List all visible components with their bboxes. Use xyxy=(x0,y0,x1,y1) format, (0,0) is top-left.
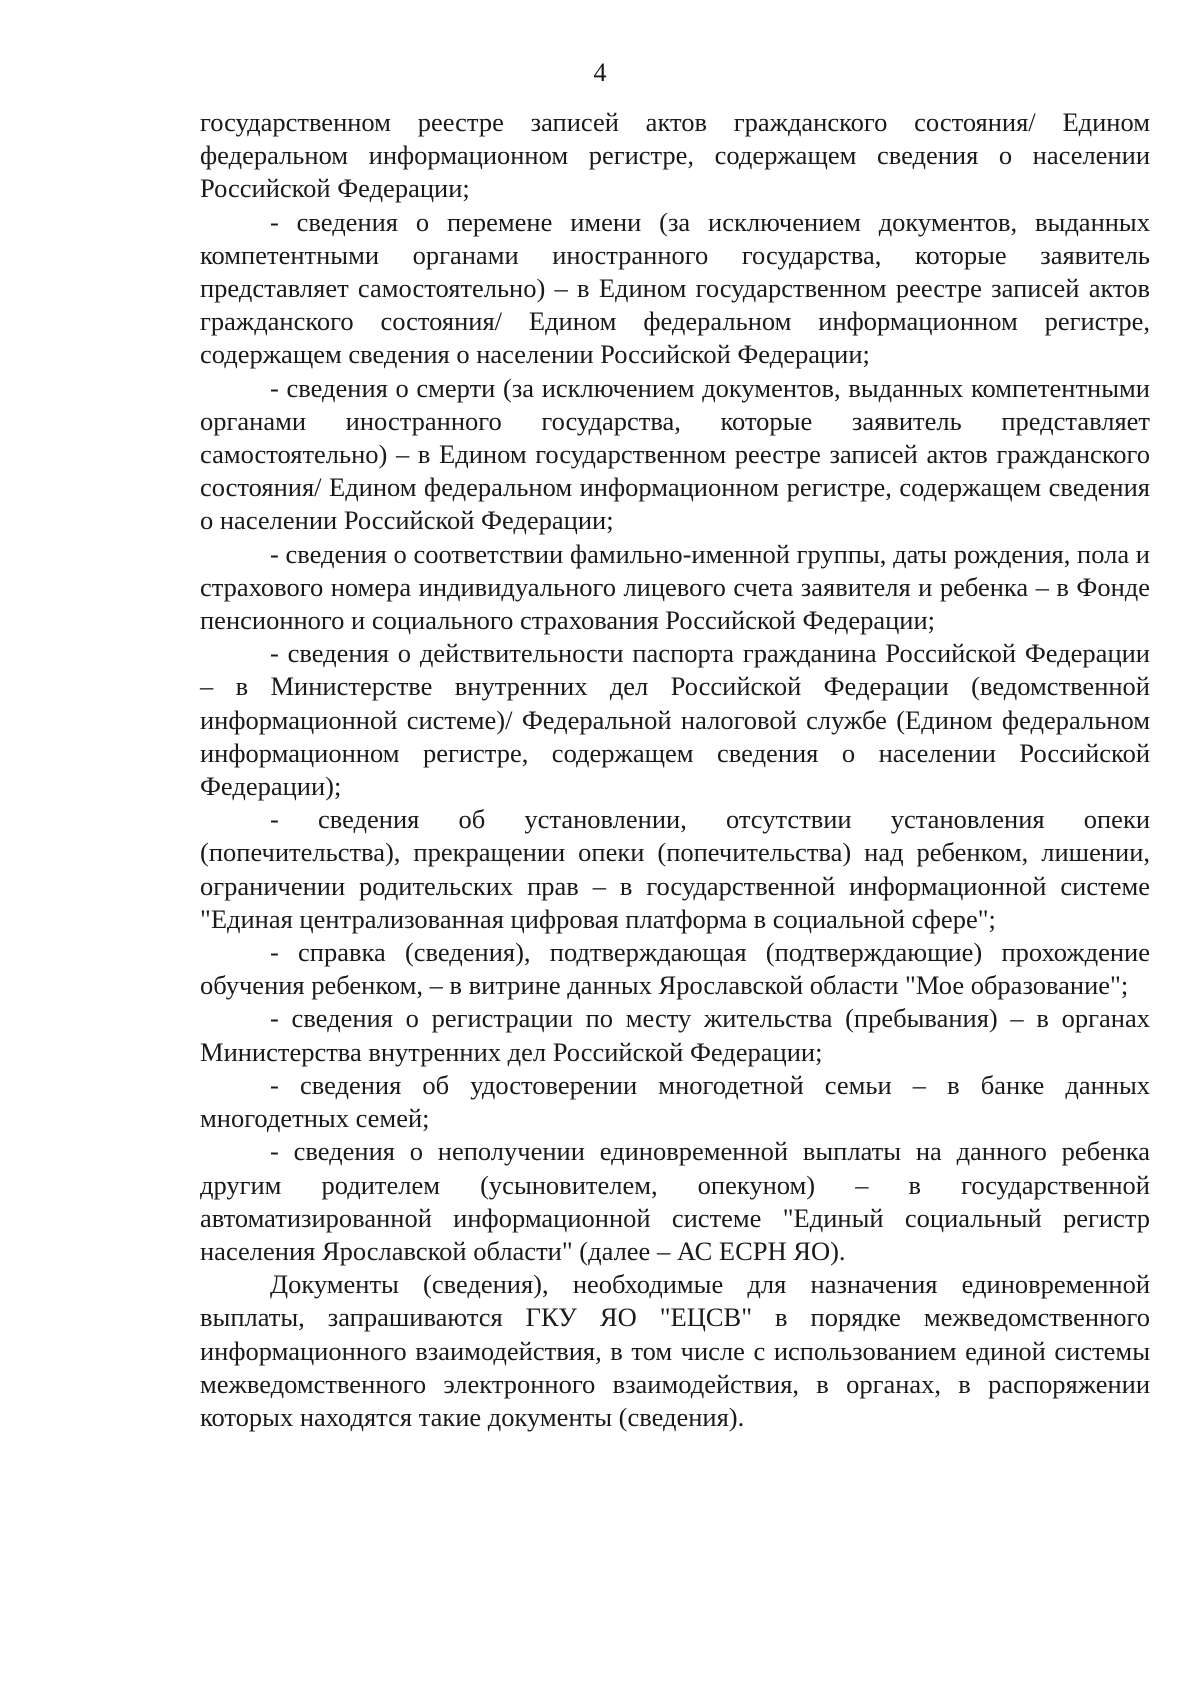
list-item-large-family: - сведения об удостоверении многодетной семьи – в банке данных многодетных семей; xyxy=(200,1069,1150,1134)
list-item-guardianship: - сведения об установлении, отсутствии установления опеки (попечительства), прекращении опеки (попечительства) над ребенком, лишении, ограничении родительских прав – в государственной информационной системе "Единая централизованная цифровая платформа в социальной сфере"; xyxy=(200,804,1150,934)
page-number: 4 xyxy=(593,58,607,87)
list-item-non-receipt: - сведения о неполучении единовременной выплаты на данного ребенка другим родителем (усыновителем, опекуном) – в государственной автоматизированной информационной системе "Единый социальный регистр населения Ярославской области" (далее – АС ЕСРН ЯО). xyxy=(200,1136,1150,1266)
list-item-snils-match: - сведения о соответствии фамильно-именной группы, даты рождения, пола и страхового номера индивидуального лицевого счета заявителя и ребенка – в Фонде пенсионного и социального страхования Российской Федерации; xyxy=(200,538,1150,636)
list-item-education-certificate: - справка (сведения), подтверждающая (подтверждающие) прохождение обучения ребенком, – в витрине данных Ярославской области "Мое образование"; xyxy=(200,937,1150,1001)
paragraph-interagency-request: Документы (сведения), необходимые для назначения единовременной выплаты, запрашиваются ГКУ ЯО "ЕЦСВ" в порядке межведомственного информационного взаимодействия, в том числе с использованием единой системы межведомственного электронного взаимодействия, в органах, в распоряжении которых находятся такие документы (сведения). xyxy=(200,1269,1150,1432)
paragraph-continuation: государственном реестре записей актов гражданского состояния/ Едином федеральном информационном регистре, содержащем сведения о населении Российской Федерации; xyxy=(200,107,1150,204)
list-item-name-change: - сведения о перемене имени (за исключением документов, выданных компетентными органами иностранного государства, которые заявитель представляет самостоятельно) – в Едином государственном реестре записей актов гражданского состояния/ Едином федеральном информационном регистре, содержащем сведения о населении Российской Федерации; xyxy=(200,206,1150,370)
document-body xyxy=(200,106,1150,1434)
list-item-death: - сведения о смерти (за исключением документов, выданных компетентными органами иностранного государства, которые заявитель представляет самостоятельно) – в Едином государственном реестре записей актов гражданского состояния/ Едином федеральном информационном регистре, содержащем сведения о населении Российской Федерации; xyxy=(200,372,1150,536)
list-item-passport-validity: - сведения о действительности паспорта гражданина Российской Федерации – в Министерстве внутренних дел Российской Федерации (ведомственной информационной системе)/ Федеральной налоговой службе (Едином федеральном информационном регистре, содержащем сведения о населении Российской Федерации); xyxy=(200,638,1150,802)
list-item-registration: - сведения о регистрации по месту жительства (пребывания) – в органах Министерства внутренних дел Российской Федерации; xyxy=(200,1003,1150,1067)
